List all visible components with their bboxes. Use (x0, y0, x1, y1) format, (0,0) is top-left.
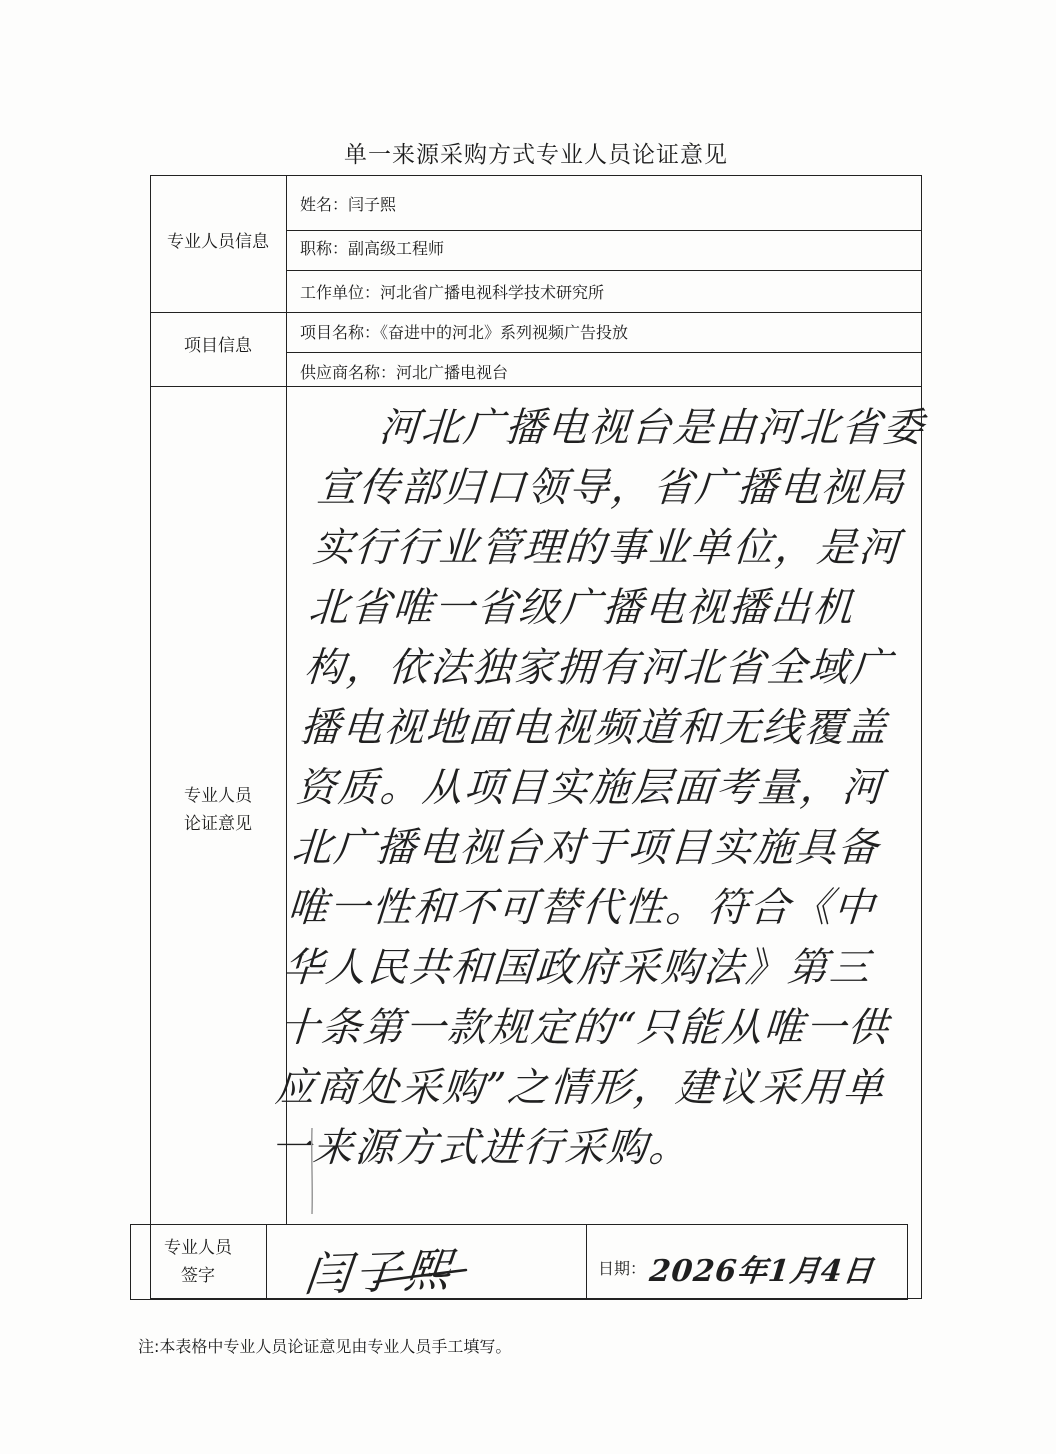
signature-label-divider (266, 1224, 267, 1300)
date-label: 日期： (598, 1259, 647, 1278)
opinion-label-line2: 论证意见 (184, 814, 252, 834)
signature-label (130, 1234, 266, 1290)
pen-stroke-mark (306, 1126, 318, 1216)
supplier-name: 供应商名称：河北广播电视台 (300, 363, 509, 382)
row-divider (286, 270, 922, 271)
expert-name: 姓名：闫子熙 (300, 195, 397, 214)
handwritten-date: 2026年1月4日 (647, 1254, 876, 1289)
project-info-label: 项目信息 (184, 336, 252, 356)
handwritten-opinion (269, 398, 940, 1178)
signature-label-line2: 签字 (181, 1266, 215, 1286)
row-divider (286, 352, 922, 353)
section-divider (150, 386, 922, 387)
expert-info-label: 专业人员信息 (167, 232, 269, 252)
handwritten-opinion-text: 河北广播电视台是由河北省委宣传部归口领导，省广播电视局实行行业管理的事业单位，是河北省唯一省级广播电视播出机构，依法独家拥有河北省全域广播电视地面电视频道和无线覆盖资质。从项目实施层面考量，河北广播电视台对于项目实施具备唯一性和不可替代性。符合《中华人民共和国政府采购法》第三十条第一款规定的“只能从唯一供应商处采购”之情形，建议采用单一来源方式进行采购。 (269, 405, 927, 1171)
row-divider (286, 230, 922, 231)
expert-employer: 工作单位：河北省广播电视科学技术研究所 (300, 283, 605, 302)
expert-title: 职称：副高级工程师 (300, 239, 445, 258)
section-divider (150, 312, 922, 313)
signature-label-line1: 专业人员 (164, 1238, 232, 1258)
signature-date-divider (586, 1224, 587, 1300)
project-name: 项目名称：《奋进中的河北》系列视频广告投放 (300, 323, 629, 342)
handwritten-signature: 闫子熙 (301, 1242, 458, 1302)
opinion-label-line1: 专业人员 (184, 786, 252, 806)
opinion-label (150, 782, 286, 838)
signature-flourish (372, 1268, 468, 1286)
footnote: 注:本表格中专业人员论证意见由专业人员手工填写。 (138, 1337, 512, 1356)
document-title: 单一来源采购方式专业人员论证意见 (344, 142, 728, 168)
